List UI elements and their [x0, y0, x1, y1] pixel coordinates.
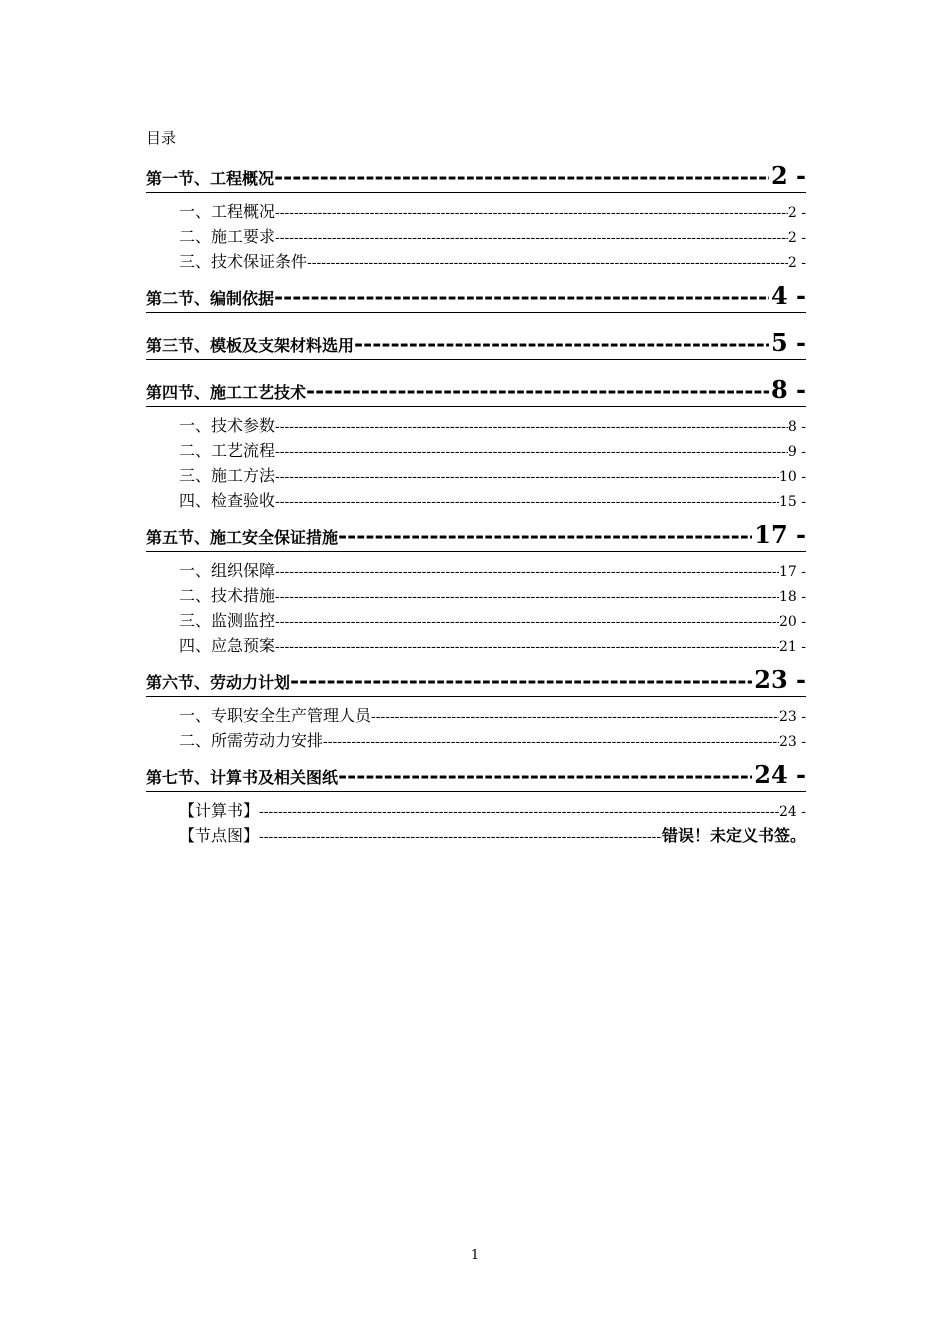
toc-leader-dashes: [275, 440, 788, 465]
toc-subsection-label: 三、监测监控: [179, 611, 276, 630]
toc-section-entry[interactable]: [146, 519, 806, 552]
toc-section-entry[interactable]: [146, 280, 806, 313]
toc-leader-dashes: [371, 705, 779, 730]
toc-subsection-page: 23 -: [779, 734, 806, 750]
toc-subsection-label: 【节点图】: [179, 826, 260, 845]
toc-subsection-page: 2 -: [787, 255, 806, 271]
toc-subsection-entry[interactable]: [146, 608, 806, 633]
toc-subsection-page: 24 -: [779, 804, 806, 820]
toc-subsection-page: 2 -: [787, 205, 806, 221]
toc-subsection-page: 8 -: [787, 419, 806, 435]
toc-leader-dashes: [275, 465, 779, 490]
toc-subsection-label: 二、工艺流程: [179, 441, 276, 460]
toc-subsection-label: 四、应急预案: [179, 636, 276, 655]
toc-leader-dashes: [275, 585, 779, 610]
toc-leader-dashes: [290, 665, 752, 697]
toc-subsection-entry[interactable]: [146, 558, 806, 583]
toc-leader-dashes: [338, 760, 752, 792]
toc-subsection-label: 三、施工方法: [179, 466, 276, 485]
toc-subsection-page: 17 -: [779, 564, 806, 580]
toc-leader-dashes: [274, 161, 769, 193]
toc-subsection-page: 2 -: [787, 230, 806, 246]
toc-subsection-entry[interactable]: [146, 199, 806, 224]
toc-leader-dashes: [274, 281, 769, 313]
toc-subsection-label: 【计算书】: [179, 801, 260, 820]
toc-subsection-label: 一、组织保障: [179, 561, 276, 580]
toc-subsection-page: 10 -: [779, 469, 806, 485]
toc-leader-dashes: [306, 375, 769, 407]
toc-leader-dashes: [275, 201, 788, 226]
toc-subsection-label: 一、技术参数: [179, 416, 276, 435]
toc-leader-dashes: [275, 560, 779, 585]
toc-subsection-entry[interactable]: [146, 249, 806, 274]
toc-subsection-label: 一、工程概况: [179, 202, 276, 221]
toc-section-page: 2 -: [770, 161, 806, 190]
page-number: 1: [470, 1248, 480, 1263]
toc-subsection-entry[interactable]: [146, 798, 806, 823]
toc-subsection-page: 15 -: [779, 494, 806, 510]
toc-section-entry[interactable]: [146, 327, 806, 360]
toc-subsection-label: 二、施工要求: [179, 227, 276, 246]
toc-subsection-page: 18 -: [779, 589, 806, 605]
toc-bookmark-error: 错误！未定义书签。: [661, 826, 806, 845]
toc-section-entry[interactable]: [146, 374, 806, 407]
toc-section-entry[interactable]: [146, 664, 806, 697]
toc-subsection-entry[interactable]: [146, 488, 806, 513]
table-of-contents: [146, 160, 806, 854]
toc-section-page: 17 -: [754, 520, 806, 549]
toc-section-label: 第三节、模板及支架材料选用: [146, 336, 355, 355]
toc-subsection-entry[interactable]: [146, 438, 806, 463]
toc-subsection-entry[interactable]: [146, 413, 806, 438]
toc-section-page: 24 -: [754, 760, 806, 789]
toc-leader-dashes: [275, 490, 779, 515]
toc-title: 目录: [146, 129, 177, 147]
toc-subsection-entry[interactable]: [146, 583, 806, 608]
toc-subsection-label: 二、所需劳动力安排: [179, 731, 324, 750]
toc-leader-dashes: [259, 800, 779, 825]
toc-section-entry[interactable]: [146, 160, 806, 193]
toc-subsection-group: [146, 798, 806, 848]
toc-leader-dashes: [323, 730, 779, 755]
toc-subsection-entry[interactable]: [146, 633, 806, 658]
toc-subsection-label: 二、技术措施: [179, 586, 276, 605]
toc-section-label: 第七节、计算书及相关图纸: [146, 768, 339, 787]
toc-subsection-entry[interactable]: [146, 823, 806, 848]
toc-leader-dashes: [275, 226, 788, 251]
toc-subsection-label: 四、检查验收: [179, 491, 276, 510]
toc-leader-dashes: [259, 825, 662, 850]
toc-subsection-label: 三、技术保证条件: [179, 252, 308, 271]
toc-section-entry[interactable]: [146, 759, 806, 792]
toc-subsection-entry[interactable]: [146, 463, 806, 488]
toc-section-label: 第一节、工程概况: [146, 169, 275, 188]
toc-subsection-page: 9 -: [787, 444, 806, 460]
toc-section-page: 4 -: [770, 281, 806, 310]
toc-subsection-label: 一、专职安全生产管理人员: [179, 706, 372, 725]
toc-subsection-group: [146, 703, 806, 753]
toc-leader-dashes: [307, 251, 788, 276]
toc-section-page: 23 -: [754, 665, 806, 694]
toc-section-label: 第六节、劳动力计划: [146, 673, 291, 692]
toc-subsection-page: 20 -: [779, 614, 806, 630]
toc-leader-dashes: [275, 610, 779, 635]
toc-subsection-group: [146, 413, 806, 513]
toc-section-page: 5 -: [770, 328, 806, 357]
toc-section-page: 8 -: [770, 375, 806, 404]
toc-subsection-page: 23 -: [779, 709, 806, 725]
toc-leader-dashes: [275, 635, 779, 660]
toc-leader-dashes: [338, 520, 752, 552]
toc-section-label: 第四节、施工工艺技术: [146, 383, 307, 402]
toc-section-label: 第二节、编制依据: [146, 289, 275, 308]
toc-subsection-page: 21 -: [779, 639, 806, 655]
toc-subsection-entry[interactable]: [146, 703, 806, 728]
toc-section-label: 第五节、施工安全保证措施: [146, 528, 339, 547]
toc-subsection-group: [146, 558, 806, 658]
toc-leader-dashes: [354, 328, 769, 360]
toc-subsection-entry[interactable]: [146, 728, 806, 753]
toc-leader-dashes: [275, 415, 788, 440]
toc-subsection-group: [146, 199, 806, 274]
toc-subsection-entry[interactable]: [146, 224, 806, 249]
